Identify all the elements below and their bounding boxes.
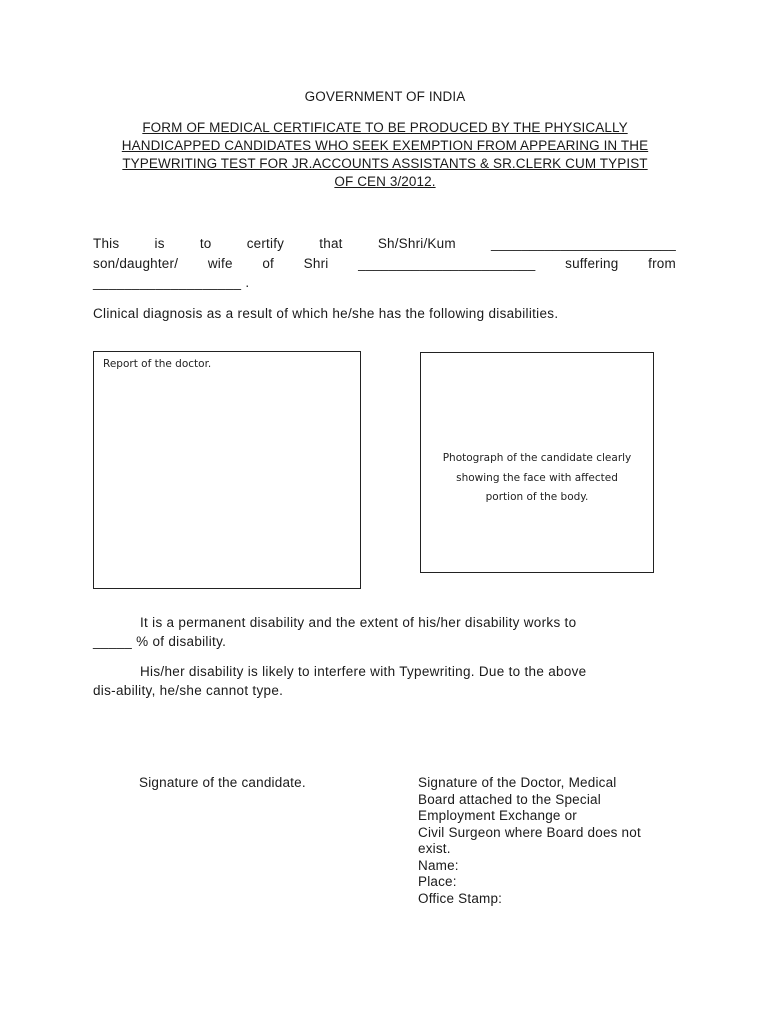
typewriting-statement: [93, 663, 676, 700]
certify-line-2: [93, 256, 676, 271]
statement-line: It is a permanent disability and the extent of his/her disability works to: [140, 615, 577, 630]
doctor-signature-line: Employment Exchange or: [418, 808, 577, 823]
statement-line: His/her disability is likely to interfere with Typewriting. Due to the above: [140, 664, 587, 679]
certify-word: from: [648, 256, 676, 271]
form-title-line: TYPEWRITING TEST FOR JR.ACCOUNTS ASSISTANTS & SR.CLERK CUM TYPIST: [122, 156, 648, 171]
certify-line-1: [93, 236, 676, 251]
photograph-instruction-line: portion of the body.: [485, 491, 589, 503]
certify-word: of: [262, 256, 274, 271]
name-blank[interactable]: ________________________: [490, 236, 676, 251]
form-title: [95, 119, 675, 191]
form-title-line: HANDICAPPED CANDIDATES WHO SEEK EXEMPTION FROM APPEARING IN THE: [121, 138, 649, 153]
certify-word: to: [199, 236, 212, 251]
office-stamp-field[interactable]: Office Stamp:: [418, 890, 503, 906]
page-heading: GOVERNMENT OF INDIA: [304, 89, 466, 104]
form-title-line: FORM OF MEDICAL CERTIFICATE TO BE PRODUCED BY THE PHYSICALLY: [142, 120, 628, 135]
form-title-line: OF CEN 3/2012.: [334, 174, 436, 189]
diagnosis-text: Clinical diagnosis as a result of which he/she has the following disabilities.: [93, 306, 559, 321]
photograph-instructions: [421, 449, 653, 508]
doctor-report-box[interactable]: [93, 351, 361, 589]
certify-word: son/daughter/: [93, 256, 179, 271]
doctor-signature-line: exist.: [418, 841, 451, 856]
certify-word: wife: [207, 256, 233, 271]
doctor-signature-line: Board attached to the Special: [418, 791, 601, 807]
certify-word: Sh/Shri/Kum: [377, 236, 456, 251]
photograph-instruction-line: showing the face with affected: [456, 471, 618, 484]
doctor-signature-line: Civil Surgeon where Board does not: [418, 824, 641, 840]
statement-line: dis-ability, he/she cannot type.: [93, 682, 284, 698]
doctor-signature-line: Signature of the Doctor, Medical: [418, 775, 617, 790]
certify-word: This: [93, 236, 120, 251]
doctor-signature-block: [418, 775, 641, 907]
certify-word: suffering: [565, 256, 619, 271]
father-name-blank[interactable]: _______________________: [358, 256, 536, 271]
disease-blank[interactable]: ___________________ .: [93, 275, 250, 290]
disability-percent-blank[interactable]: _____ % of disability.: [93, 633, 227, 649]
certify-word: Shri: [303, 256, 329, 271]
candidate-signature-label[interactable]: Signature of the candidate.: [139, 775, 306, 790]
doctor-name-field[interactable]: Name:: [418, 857, 459, 873]
permanent-disability-statement: [93, 614, 676, 651]
certify-word: certify: [246, 236, 285, 251]
certify-word: that: [319, 236, 343, 251]
doctor-place-field[interactable]: Place:: [418, 874, 457, 889]
doctor-report-label: Report of the doctor.: [103, 358, 212, 370]
photograph-instruction-line: Photograph of the candidate clearly: [442, 452, 632, 464]
certify-word: is: [154, 236, 165, 251]
